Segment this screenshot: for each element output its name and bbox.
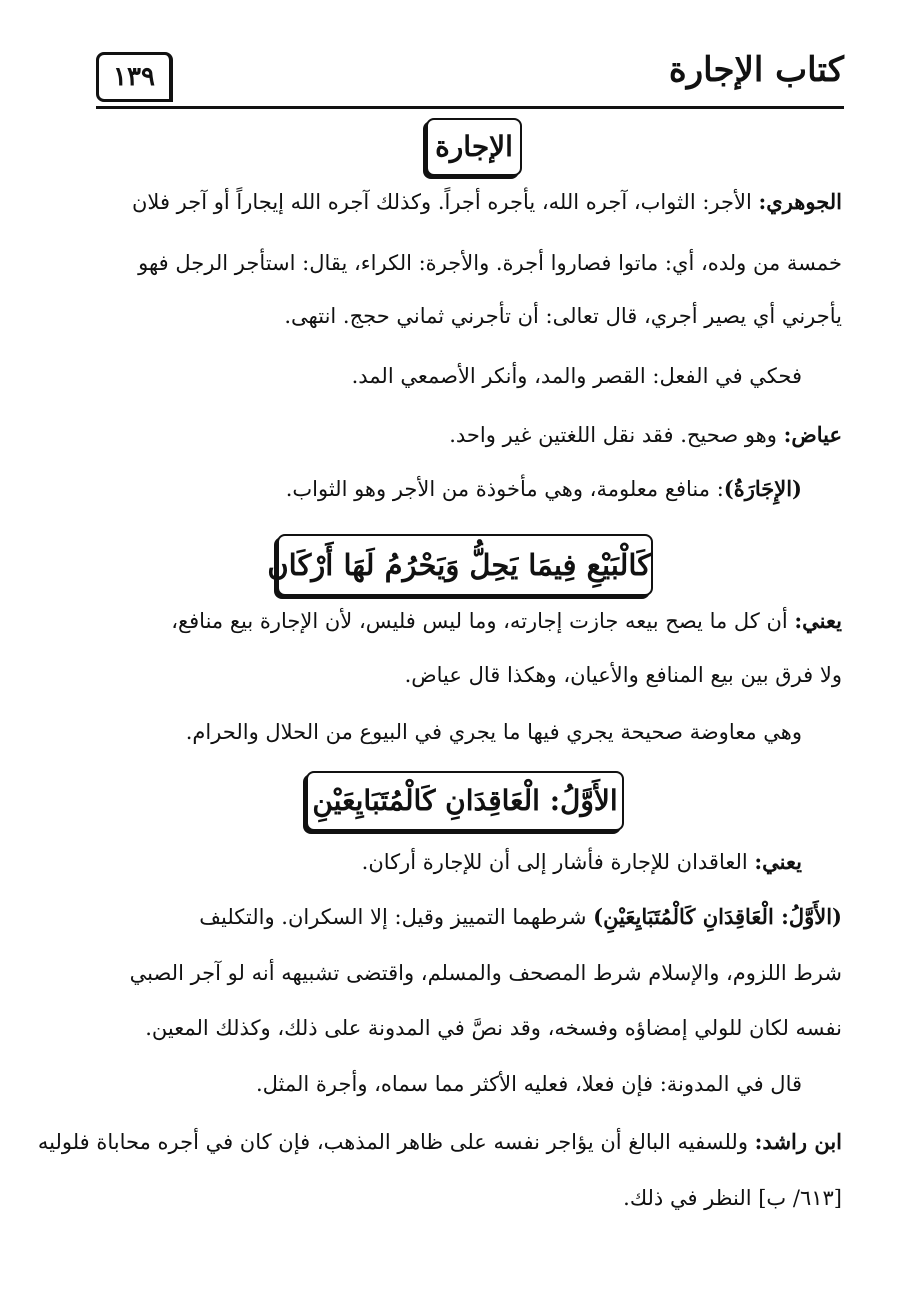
- p1-line-1: [132, 188, 842, 216]
- heading-al-awwal: الأَوَّلُ: الْعَاقِدَانِ كَالْمُتَبَايِعَيْنِ: [306, 771, 624, 831]
- page-number: ١٣٩: [96, 52, 173, 102]
- p1-line-3: يأجرني أي يصير أجري، قال تعالى: أن تأجرني ثماني حجج. انتهى.: [284, 304, 842, 328]
- p1-text-1: الأجر: الثواب، آجره الله، يأجره أجراً. وكذلك آجره الله إيجاراً أو آجر فلان: [132, 190, 752, 214]
- p10-line-1: [38, 1128, 842, 1156]
- p9-line-1: قال في المدونة: فإن فعلا، فعليه الأكثر مما سماه، وأجرة المثل.: [255, 1072, 802, 1096]
- p5-text-1: أن كل ما يصح بيعه جازت إجارته، وما ليس فليس، لأن الإجارة بيع منافع،: [171, 609, 788, 633]
- p7-text-1: العاقدان للإجارة فأشار إلى أن للإجارة أركان.: [361, 850, 748, 874]
- p6-line-1: وهي معاوضة صحيحة يجري فيها ما يجري في البيوع من الحلال والحرام.: [185, 720, 802, 744]
- speaker-jawhari: الجوهري:: [758, 189, 842, 214]
- p2-line-1: فحكي في الفعل: القصر والمد، وأنكر الأصمعي المد.: [351, 364, 802, 388]
- p5-line-2: ولا فرق بين بيع المنافع والأعيان، وهكذا قال عياض.: [404, 663, 842, 687]
- p3-line-1: [449, 421, 842, 449]
- p4-text-1: : منافع معلومة، وهي مأخوذة من الأجر وهو الثواب.: [285, 477, 724, 501]
- p4-line-1: [286, 475, 802, 503]
- speaker-ibn-rashid: ابن راشد:: [754, 1129, 842, 1154]
- p8-line-1: [199, 903, 842, 931]
- p8-text-1: شرطهما التمييز وقيل: إلا السكران. والتكليف: [199, 905, 587, 929]
- p7-line-1: [362, 848, 802, 876]
- p10-text-1: وللسفيه البالغ أن يؤاجر نفسه على ظاهر المذهب، فإن كان في أجره محاباة فلوليه: [37, 1130, 748, 1154]
- p8-line-2: شرط اللزوم، والإسلام شرط المصحف والمسلم، واقتضى تشبيهه أنه لو آجر الصبي: [129, 961, 842, 985]
- p10-line-2: [٦١٣/ ب] النظر في ذلك.: [623, 1186, 842, 1210]
- speaker-yani-1: يعني:: [794, 608, 842, 633]
- p3-text-1: وهو صحيح. فقد نقل اللغتين غير واحد.: [449, 423, 777, 447]
- speaker-yani-2: يعني:: [754, 849, 802, 874]
- p8-line-3: نفسه لكان للولي إمضاؤه وفسخه، وقد نصَّ في المدونة على ذلك، وكذلك المعين.: [145, 1016, 842, 1040]
- p5-line-1: [171, 607, 842, 635]
- running-header: [96, 44, 844, 109]
- heading-ijara: الإجارة: [426, 118, 522, 176]
- speaker-iyad: عياض:: [783, 422, 842, 447]
- term-al-awwal: (الأَوَّلُ: الْعَاقِدَانِ كَالْمُتَبَايِعَيْنِ): [593, 904, 842, 929]
- p1-line-2: خمسة من ولده، أي: ماتوا فصاروا أجرة. والأجرة: الكراء، يقال: استأجر الرجل فهو: [138, 251, 842, 275]
- term-ijara: (الإِجَارَةُ): [723, 476, 802, 501]
- book-title: كتاب الإجارة: [668, 50, 844, 90]
- heading-kal-bay: كَالْبَيْعِ فِيمَا يَحِلُّ وَيَحْرُمُ لَهَا أَرْكَان: [277, 534, 653, 596]
